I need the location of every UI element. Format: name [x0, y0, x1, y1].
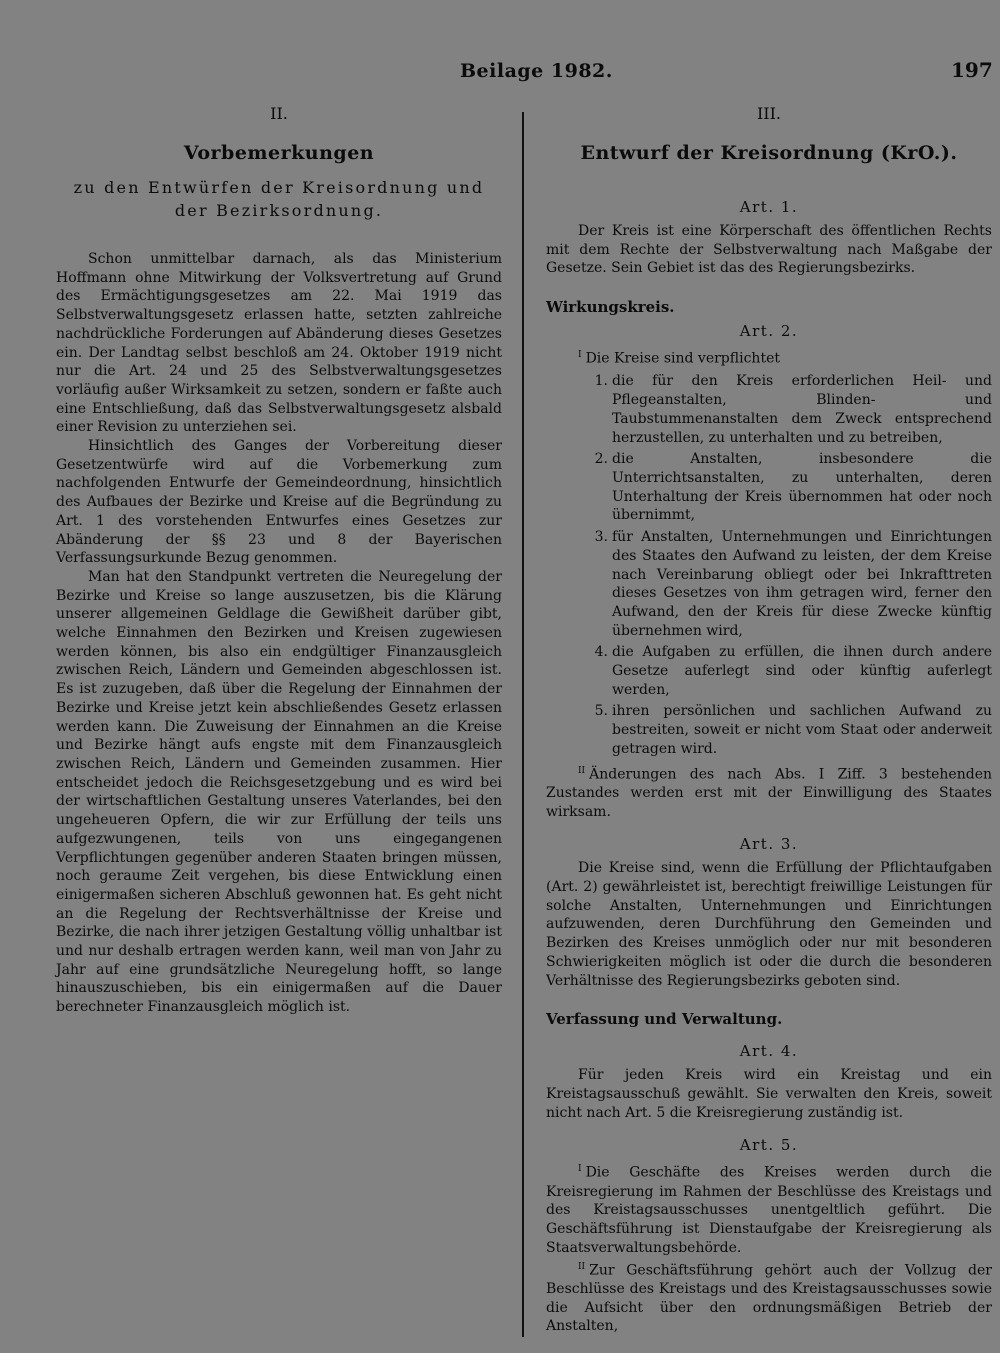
article-title: Art. 1. — [739, 198, 799, 216]
list-item — [546, 702, 992, 758]
list-number: 1. — [594, 373, 608, 390]
section-number-left: II. — [270, 104, 288, 123]
paragraph: Hinsichtlich des Ganges der Vorbereitung dieser Gesetzentwürfe wird auf die Vorbemerkung zum nachfolgenden Entwurfe der Gemeindeordnung, hinsichtlich des Aufbaues der Bezirke und Kreise auf die Begründung zu Art. 1 des vorstehenden Entwurfes eines Gesetzes zur Abänderung der §§ 23 und 8 der Bayerischen Verfassungsurkunde Bezug genommen. — [56, 438, 502, 567]
running-header: Beilage 1982. — [460, 60, 613, 82]
list-number: 3. — [594, 529, 608, 546]
article-paragraph — [546, 1258, 992, 1336]
page-number: 197 — [951, 58, 993, 82]
article-title: Art. 3. — [739, 835, 799, 854]
article-text: Änderungen des nach Abs. I Ziff. 3 bestehenden Zustandes werden erst mit der Einwilligung des Staates wirksam. — [546, 766, 992, 820]
list-number: 2. — [594, 451, 608, 468]
list-number: 4. — [594, 644, 608, 661]
section-number-right: III. — [756, 104, 782, 123]
list-text: für Anstalten, Unternehmungen und Einrichtungen des Staates den Aufwand zu leisten, der dem Kreise nach Vereinbarung obliegt oder bei Inkrafttreten dieses Gesetzes von ihm getragen wird, ferner den Aufwand, den der Kreis für diese Zwecke künftig übernehmen wird, — [612, 529, 992, 639]
paragraph-mark: II — [578, 765, 586, 776]
paragraph-mark: I — [578, 1164, 582, 1175]
article-title: Art. 5. — [739, 1136, 799, 1155]
right-heading: Entwurf der Kreisordnung (KrO.). — [580, 142, 958, 164]
list-item — [546, 372, 992, 447]
article-text: Die Kreise sind, wenn die Erfüllung der Pflichtaufgaben (Art. 2) gewährleistet ist, berechtigt freiwillige Leistungen für solche Anstalten, Unternehmungen und Einrichtungen aufzuwenden, deren Durchführung den Gemeinden und Bezirken des Kreises unmöglich oder nur mit besonderen Schwierigkeiten möglich ist oder die durch die besonderen Verhältnisse des Regierungsbezirks geboten sind. — [546, 860, 992, 989]
article-text: Die Geschäfte des Kreises werden durch die Kreisregierung im Rahmen der Beschlüsse des Kreistags und des Kreistagsausschusses unentgeltlich geführt. Die Geschäftsführung ist Dienstaufgabe der Kreisregierung als Staatsverwaltungsbehörde. — [546, 1164, 992, 1256]
paragraph-mark: I — [578, 350, 582, 361]
article-title: Art. 2. — [739, 322, 799, 341]
list-text: ihren persönlichen und sachlichen Aufwand zu bestreiten, soweit er nicht vom Staat oder anderweit getragen wird. — [612, 703, 992, 757]
article-paragraph — [546, 762, 992, 822]
list-number: 5. — [594, 703, 608, 720]
section-title-verfassung: Verfassung und Verwaltung. — [546, 1010, 783, 1029]
left-body — [56, 250, 502, 1017]
article-list — [546, 372, 992, 758]
list-item — [546, 643, 992, 699]
article-paragraph — [546, 346, 992, 368]
list-text: die Aufgaben zu erfüllen, die ihnen durch andere Gesetze auferlegt sind oder künftig auferlegt werden, — [612, 644, 992, 698]
column-divider — [522, 112, 524, 1337]
right-column — [546, 100, 992, 1336]
list-item — [546, 450, 992, 525]
list-item — [546, 528, 992, 640]
list-text: die für den Kreis erforderlichen Heil- und Pflegeanstalten, Blinden- und Taubstummenanstalten dem Zweck entsprechend herzustellen, zu unterhalten und zu betreiben, — [612, 373, 992, 446]
article-intro: Die Kreise sind verpflichtet — [585, 350, 780, 367]
article-title: Art. 4. — [739, 1042, 799, 1061]
article-text: Für jeden Kreis wird ein Kreistag und ein Kreistagsausschuß gewählt. Sie verwalten den Kreis, soweit nicht nach Art. 5 die Kreisregierung zuständig ist. — [546, 1067, 992, 1121]
article-text: Der Kreis ist eine Körperschaft des öffentlichen Rechts mit dem Rechte der Selbstverwaltung nach Maßgabe der Gesetze. Sein Gebiet ist das des Regierungsbezirks. — [546, 223, 992, 277]
paragraph-mark: II — [578, 1261, 586, 1272]
list-text: die Anstalten, insbesondere die Unterrichtsanstalten, zu unterhalten, deren Unterhaltung der Kreis übernommen hat oder noch übernimmt, — [612, 451, 992, 524]
paragraph: Schon unmittelbar darnach, als das Ministerium Hoffmann ohne Mitwirkung der Volksvertretung auf Grund des Ermächtigungsgesetzes am 22. Mai 1919 das Selbstverwaltungsgesetz erlassen hatte, setzten zahlreiche nachdrückliche Forderungen auf Abänderung dieses Gesetzes ein. Der Landtag selbst beschloß am 24. Oktober 1919 nicht nur die Art. 24 und 25 des Selbstverwaltungsgesetzes vorläufig außer Wirksamkeit zu setzen, sondern er faßte auch eine Entschließung, daß das Selbstverwaltungsgesetz alsbald einer Revision zu unterziehen sei. — [56, 251, 502, 436]
article-paragraph — [546, 1160, 992, 1257]
left-subheading: zu den Entwürfen der Kreisordnung und der Bezirksordnung. — [73, 178, 485, 220]
paragraph: Man hat den Standpunkt vertreten die Neuregelung der Bezirke und Kreise so lange auszusetzen, bis die Klärung unserer allgemeinen Geldlage die Gewißheit darüber gibt, welche Einnahmen den Bezirken und Kreisen zugewiesen werden können, bis also ein endgültiger Finanzausgleich zwischen Reich, Ländern und Gemeinden abgeschlossen ist. Es ist zuzugeben, daß über die Regelung der Einnahmen der Bezirke und Kreise jetzt kein abschließendes Gesetz erlassen werden kann. Die Zuweisung der Einnahmen an die Kreise und Bezirke hängt aufs engste mit dem Finanzausgleich zwischen Reich, Ländern und Gemeinden zusammen. Hier entscheidet jedoch die Reichsgesetzgebung und es wird bei der wirtschaftlichen Gestaltung unseres Vaterlandes, bei den ungeheueren Opfern, die wir zur Erfüllung der teils uns aufgezwungenen, teils von uns eingegangenen Verpflichtungen gegenüber anderen Staaten bringen müssen, noch geraume Zeit vergehen, bis diese Entwicklung einen einigermaßen sicheren Abschluß gewonnen hat. Es geht nicht an die Regelung der Rechtsverhältnisse der Kreise und Bezirke, die nach ihrer jetzigen Gestaltung völlig unhaltbar ist und nur deshalb ertragen werden kann, weil man von Jahr zu Jahr auf eine grundsätzliche Neuregelung hofft, so lange hinauszuschieben, bis ein einigermaßen auf die Dauer berechneter Finanzausgleich möglich ist. — [56, 568, 502, 1016]
section-title-wirkungskreis: Wirkungskreis. — [546, 298, 675, 317]
left-column — [56, 100, 502, 1017]
left-heading: Vorbemerkungen — [183, 142, 375, 164]
article-text: Zur Geschäftsführung gehört auch der Vollzug der Beschlüsse des Kreistags und des Kreistagsausschusses sowie die Aufsicht über den ordnungsmäßigen Betrieb der Anstalten, — [546, 1262, 992, 1335]
